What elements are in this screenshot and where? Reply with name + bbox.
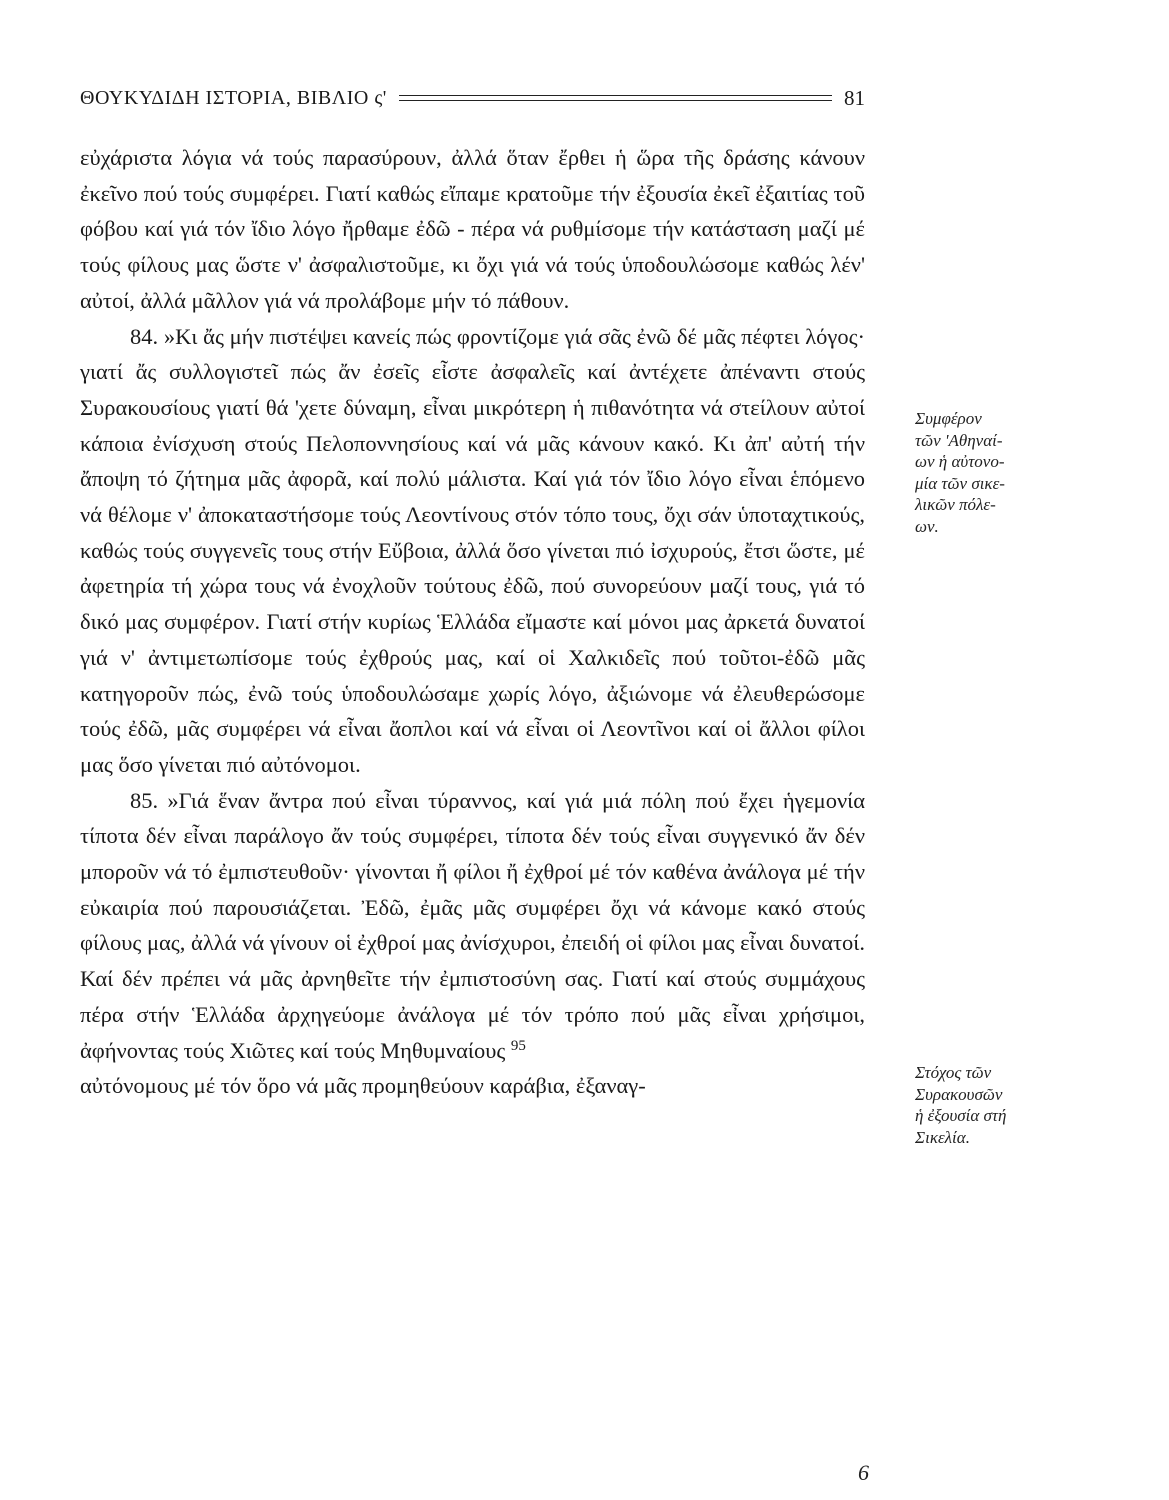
sidenote-line: Συμφέρον [915,409,982,428]
sidenote-line: Στόχος τῶν [915,1063,992,1082]
paragraph-section-85 [80,783,865,1069]
footnote-reference: 95 [510,1037,526,1054]
sidenote-line: μία τῶν σικε- [915,473,1005,493]
sidenote-line: τῶν 'Αθηναί- [915,430,1003,450]
sidenote-line: ων. [915,516,939,536]
paragraph-section-85-text: 85. »Γιά ἕναν ἄντρα πού εἶναι τύραννος, καί γιά μιά πόλη πού ἔχει ἡγεμονία τίποτα δέν εἶναι παράλογο ἄν τούς συμφέρει, τίποτα δέν τούς εἶναι συγγενικό ἄν δέν μποροῦν νά τό ἐμπιστευθοῦν· γίνονται ἤ φίλοι ἤ ἐχθροί μέ τόν καθένα ἀνάλογα μέ τήν εὐκαιρία πού παρουσιάζεται. Ἐδῶ, ἐμᾶς μᾶς συμφέρει ὄχι νά κάνομε κακό στούς φίλους μας, ἀλλά νά γίνουν οἱ ἐχθροί μας ἀνίσχυροι, ἐπειδή οἱ φίλοι μας εἶναι δυνατοί. Καί δέν πρέπει νά μᾶς ἀρνηθεῖτε τήν ἐμπιστοσύνη σας. Γιατί καί στούς συμμάχους πέρα στήν Ἑλλάδα ἀρχηγεύομε ἀνάλογα μέ τόν τρόπο πού μᾶς εἶναι χρήσιμοι, ἀφήνοντας τούς Χιῶτες καί τούς Μηθυμναίους [80,787,865,1063]
paragraph-section-84: 84. »Κι ἄς μήν πιστέψει κανείς πώς φροντίζομε γιά σᾶς ἐνῶ δέ μᾶς πέφτει λόγος· γιατί ἄς συλλογιστεῖ πώς ἄν ἐσεῖς εἶστε ἀσφαλεῖς καί ἀντέχετε ἀπέναντι στούς Συρακουσίους γιατί θά 'χετε δύναμη, εἶναι μικρότερη ἡ πιθανότητα νά στείλουν αὐτοί κάποια ἐνίσχυση στούς Πελοποννησίους καί νά μᾶς κάνουν κακό. Κι ἀπ' αὐτή τήν ἄποψη τό ζήτημα μᾶς ἀφορᾶ, καί πολύ μάλιστα. Καί γιά τόν ἴδιο λόγο εἶναι ἑπόμενο νά θέλομε ν' ἀποκαταστήσομε τούς Λεοντίνους στόν τόπο τους, ὄχι σάν ὑποταχτικούς, καθώς τούς συγγενεῖς τους στήν Εὔβοια, ἀλλά ὅσο γίνεται πιό ἰσχυρούς, ἔτσι ὥστε, μέ ἀφετηρία τή χώρα τους νά ἐνοχλοῦν τούτους ἐδῶ, πού συνορεύουν μαζί τους, γιά τό δικό μας συμφέρον. Γιατί στήν κυρίως Ἑλλάδα εἴμαστε καί μόνοι μας ἀρκετά δυνατοί γιά ν' ἀντιμετωπίσομε τούς ἐχθρούς μας, καί οἱ Χαλκιδεῖς πού τοῦτοι-ἐδῶ μᾶς κατηγοροῦν πώς, ἐνῶ τούς ὑποδουλώσαμε χωρίς λόγο, ἀξιώνομε νά ἐλευθερώσομε τούς ἐδῶ, μᾶς συμφέρει νά εἶναι ἄοπλοι καί νά εἶναι οἱ Λεοντῖνοι καί οἱ ἄλλοι φίλοι μας ὅσο γίνεται πιό αὐτόνομοι. [80,323,865,777]
sidenote-interest [915,408,1080,537]
sidenote-line: Σικελία. [915,1127,970,1147]
paragraph-last-line: αὐτόνομους μέ τόν ὅρο νά μᾶς προμηθεύουν καράβια, ἐξαναγ- [80,1073,646,1099]
page-number: 81 [844,85,865,110]
sidenote-line: ἡ ἐξουσία στή [915,1106,1007,1125]
header-rule [399,95,832,101]
running-title: ΘΟΥΚΥΔΙΔΗ ΙΣΤΟΡΙΑ, ΒΙΒΛΙΟ ς' [80,86,387,109]
sidenote-line: λικῶν πόλε- [915,495,996,514]
signature-mark: 6 [858,1460,869,1485]
main-text [80,140,865,1104]
sidenote-line: ων ἡ αὐτονο- [915,452,1005,471]
running-header [80,80,865,116]
paragraph-continued: εὐχάριστα λόγια νά τούς παρασύρουν, ἀλλά ὅταν ἔρθει ἡ ὥρα τῆς δράσης κάνουν ἐκεῖνο πού τούς συμφέρει. Γιατί καθώς εἴπαμε κρατοῦμε τήν ἐξουσία ἐκεῖ ἐξαιτίας τοῦ φόβου καί γιά τόν ἴδιο λόγο ἤρθαμε ἐδῶ - πέρα νά ρυθμίσομε τήν κατάσταση μαζί μέ τούς φίλους μας ὥστε ν' ἀσφαλιστοῦμε, κι ὄχι γιά νά τούς ὑποδουλώσομε καθώς λέν' αὐτοί, ἀλλά μᾶλλον γιά νά προλάβομε μήν τό πάθουν. [80,145,865,313]
sidenote-goal [915,1062,1080,1148]
sidenote-line: Συρακουσῶν [915,1084,1003,1104]
